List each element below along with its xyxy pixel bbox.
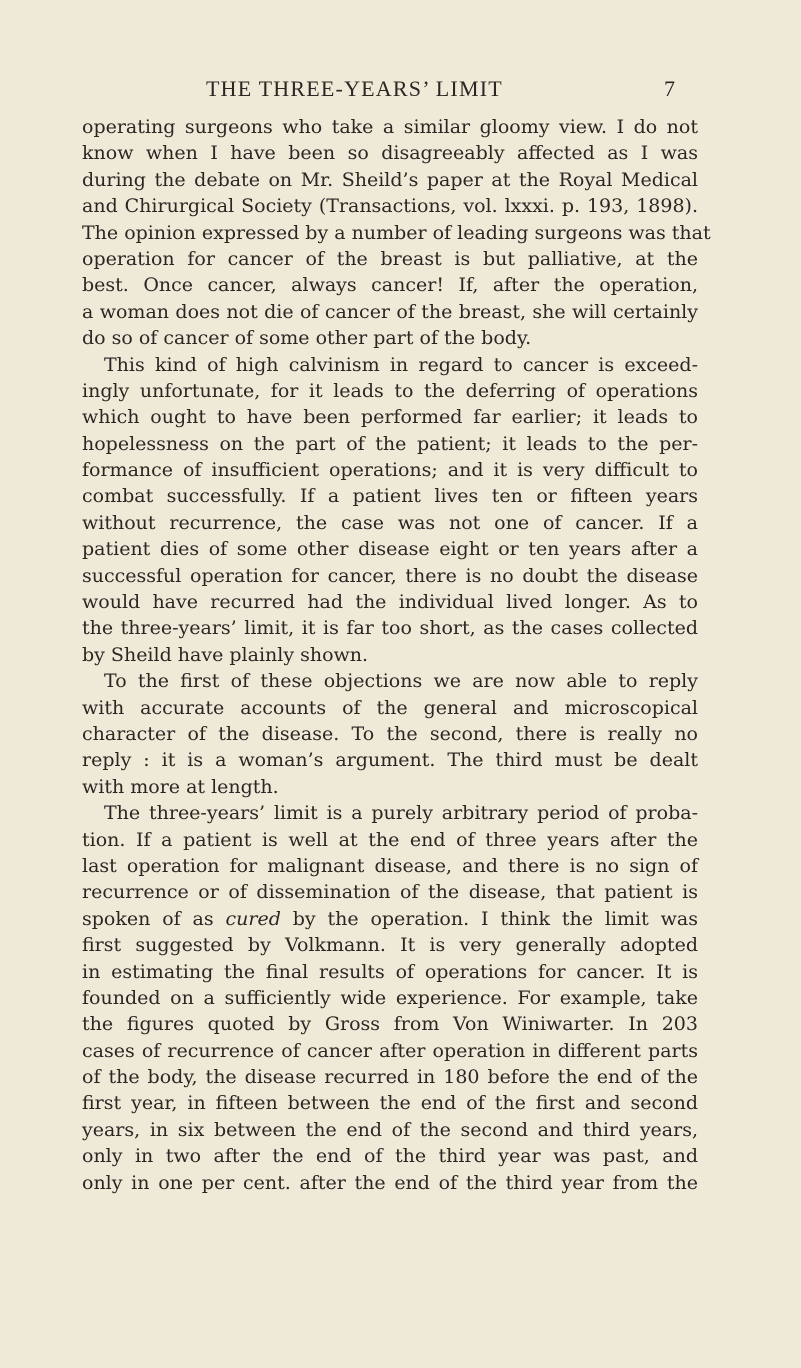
text-line: with more at length.	[82, 775, 279, 798]
text-line: by Sheild have plainly shown.	[82, 643, 369, 666]
text-fragment: by the operation. I think the limit was	[292, 907, 698, 930]
page-number: 7	[664, 76, 675, 101]
text-line: years, in six between the end of the second and third years,	[82, 1118, 698, 1141]
text-line: a woman does not die of cancer of the breast, she will certainly	[82, 300, 698, 323]
text-line: recurrence or of dissemination of the disease, that patient is	[82, 881, 698, 904]
text-line: The opinion expressed by a number of leading surgeons was that	[82, 221, 711, 244]
text-line: know when I have been so disagreeably affected as I was	[82, 142, 698, 165]
body-text	[82, 114, 711, 1196]
text-line: best. Once cancer, always cancer! If, after the operation,	[82, 274, 698, 297]
text-line: during the debate on Mr. Sheild’s paper at the Royal Medical	[82, 168, 698, 191]
text-line: reply : it is a woman’s argument. The third must be dealt	[82, 749, 698, 772]
text-fragment: spoken of as	[82, 907, 214, 930]
text-line	[82, 906, 698, 932]
text-line: first suggested by Volkmann. It is very generally adopted	[82, 934, 698, 957]
text-line: would have recurred had the individual lived longer. As to	[82, 591, 698, 614]
text-line: only in two after the end of the third year was past, and	[82, 1145, 698, 1168]
text-line: ingly unfortunate, for it leads to the deferring of operations	[82, 379, 698, 402]
paragraph-first-line: This kind of high calvinism in regard to cancer is exceed-	[104, 353, 698, 376]
text-line: without recurrence, the case was not one of cancer. If a	[82, 511, 698, 534]
text-line: operation for cancer of the breast is but palliative, at the	[82, 247, 698, 270]
text-line: only in one per cent. after the end of the third year from the	[82, 1171, 698, 1194]
text-line: first year, in fifteen between the end of the first and second	[82, 1092, 698, 1115]
text-line: patient dies of some other disease eight or ten years after a	[82, 538, 698, 561]
text-line: with accurate accounts of the general and microscopical	[82, 696, 698, 719]
text-line: in estimating the final results of operations for cancer. It is	[82, 960, 698, 983]
text-line: tion. If a patient is well at the end of three years after the	[82, 828, 698, 851]
text-line: which ought to have been performed far earlier; it leads to	[82, 406, 698, 429]
running-title: THE THREE-YEARS’ LIMIT	[206, 76, 503, 101]
page-header	[0, 72, 801, 112]
text-line: character of the disease. To the second, there is really no	[82, 722, 698, 745]
italic-word: cured	[225, 907, 281, 930]
text-line: the three-years’ limit, it is far too short, as the cases collected	[82, 617, 698, 640]
paragraph-first-line: The three-years’ limit is a purely arbitrary period of proba-	[104, 802, 698, 825]
text-line: formance of insufficient operations; and it is very difficult to	[82, 459, 698, 482]
text-line: operating surgeons who take a similar gloomy view. I do not	[82, 116, 698, 138]
text-line: successful operation for cancer, there is no doubt the disease	[82, 564, 698, 587]
text-line: of the body, the disease recurred in 180 before the end of the	[82, 1066, 698, 1089]
text-line: hopelessness on the part of the patient; it leads to the per-	[82, 432, 698, 455]
text-line: combat successfully. If a patient lives ten or fifteen years	[82, 485, 698, 508]
text-line: last operation for malignant disease, and there is no sign of	[82, 854, 698, 877]
text-line: do so of cancer of some other part of the body.	[82, 327, 532, 350]
text-line: founded on a sufficiently wide experience. For example, take	[82, 986, 698, 1009]
paragraph-first-line: To the first of these objections we are now able to reply	[104, 670, 698, 693]
text-line: and Chirurgical Society (Transactions, vol. lxxxi. p. 193, 1898).	[82, 195, 698, 218]
text-line: cases of recurrence of cancer after operation in different parts	[82, 1039, 698, 1062]
text-line: the figures quoted by Gross from Von Winiwarter. In 203	[82, 1013, 698, 1036]
